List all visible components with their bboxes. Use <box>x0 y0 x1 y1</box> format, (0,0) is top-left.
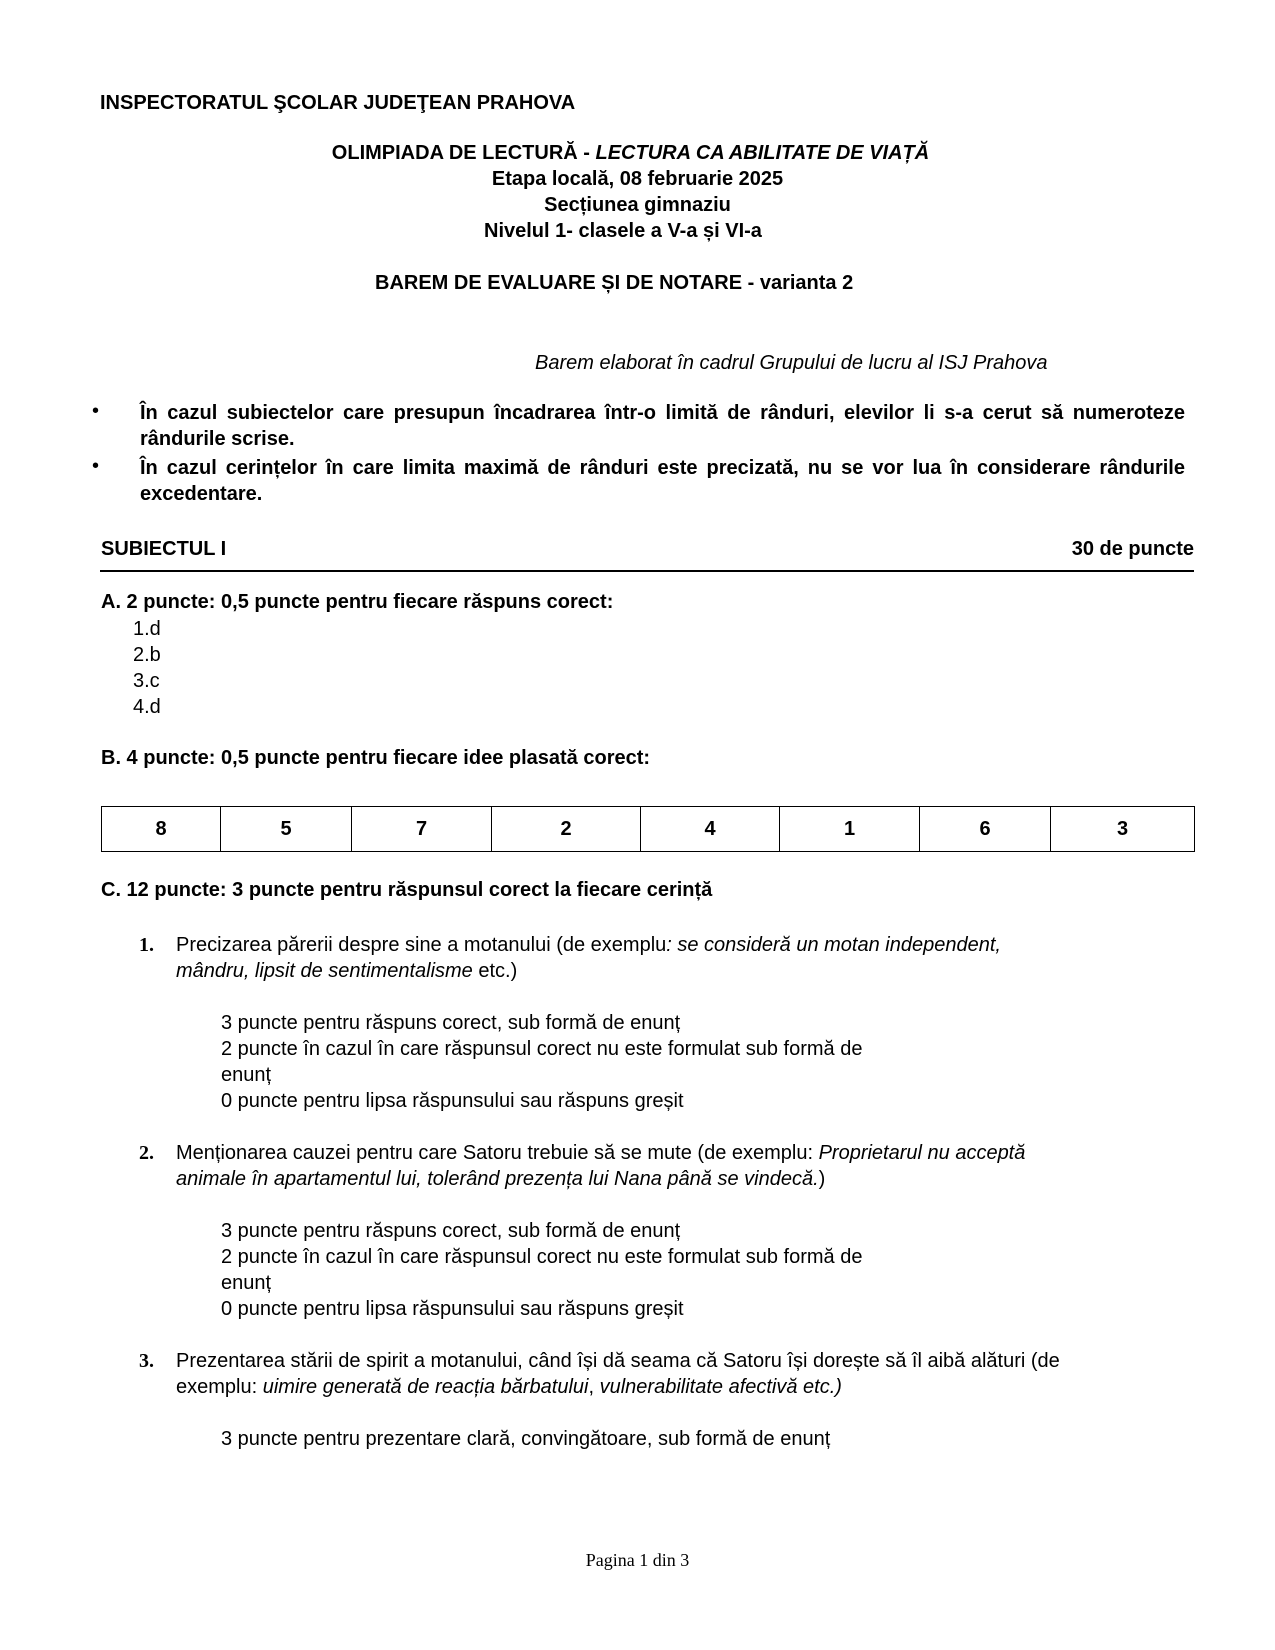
bullet-icon: • <box>92 400 100 422</box>
answer-item: 2.b <box>133 644 161 666</box>
inspectorate-title: INSPECTORATUL ŞCOLAR JUDEŢEAN PRAHOVA <box>100 92 576 114</box>
item-example: : se consideră un motan independent, <box>666 934 1001 956</box>
part-b-heading: B. 4 puncte: 0,5 puncte pentru fiecare idee plasată corect: <box>101 747 651 769</box>
item-2-text <box>176 1140 1025 1166</box>
note-1: În cazul subiectelor care presupun încadrarea într-o limită de rânduri, elevilor li s-a cerut să numeroteze rândurile scrise. <box>140 402 1185 450</box>
item-text: Menționarea cauzei pentru care Satoru trebuie să se mute (de exemplu: <box>176 1142 819 1164</box>
subject-points: 30 de puncte <box>1071 538 1194 560</box>
part-c-heading: C. 12 puncte: 3 puncte pentru răspunsul corect la fiecare cerință <box>101 879 713 901</box>
olympiad-prefix: OLIMPIADA DE LECTURĂ - <box>331 142 590 164</box>
table-cell: 6 <box>920 807 1051 852</box>
level-line: Nivelul 1- clasele a V-a și VI-a <box>484 220 762 242</box>
item-text: etc.) <box>472 960 518 982</box>
table-cell: 3 <box>1051 807 1195 852</box>
item-number: 2. <box>139 1142 154 1164</box>
item-example: animale în apartamentul lui, tolerând prezența lui Nana până se vindecă. <box>176 1168 819 1190</box>
item-example: vulnerabilitate afectivă etc.) <box>599 1376 842 1398</box>
item-2-text-cont <box>176 1166 825 1192</box>
item-example: uimire generată de reacția bărbatului <box>262 1376 589 1398</box>
scoring-line: 3 puncte pentru răspuns corect, sub formă de enunț <box>221 1012 681 1034</box>
section-line: Secțiunea gimnaziu <box>544 194 731 216</box>
item-1-text <box>176 932 1001 958</box>
item-text: exemplu: <box>176 1376 263 1398</box>
table-row <box>102 807 1195 852</box>
item-text: , <box>588 1376 600 1398</box>
olympiad-title <box>0 140 1275 166</box>
item-number: 3. <box>139 1350 154 1372</box>
scoring-line: 2 puncte în cazul în care răspunsul corect nu este formulat sub formă de <box>221 1246 863 1268</box>
scoring-line: 3 puncte pentru răspuns corect, sub formă de enunț <box>221 1220 681 1242</box>
scoring-line: enunț <box>221 1272 272 1294</box>
section-divider <box>100 570 1194 572</box>
table-cell: 2 <box>492 807 641 852</box>
scoring-line: 0 puncte pentru lipsa răspunsului sau răspuns greșit <box>221 1090 684 1112</box>
table-cell: 4 <box>641 807 780 852</box>
item-number: 1. <box>139 934 154 956</box>
page-number: Pagina 1 din 3 <box>585 1550 690 1570</box>
ideas-order-table <box>101 806 1195 852</box>
stage-line: Etapa locală, 08 februarie 2025 <box>491 168 784 190</box>
item-text: Precizarea părerii despre sine a motanului (de exemplu <box>176 934 667 956</box>
scheme-title: BAREM DE EVALUARE ȘI DE NOTARE - varianta 2 <box>375 272 854 294</box>
table-cell: 7 <box>352 807 492 852</box>
subject-title: SUBIECTUL I <box>101 538 227 560</box>
bullet-icon: • <box>92 455 100 477</box>
olympiad-theme: LECTURA CA ABILITATE DE VIAȚĂ <box>595 142 930 164</box>
scoring-line: 2 puncte în cazul în care răspunsul corect nu este formulat sub formă de <box>221 1038 863 1060</box>
table-cell: 5 <box>221 807 352 852</box>
item-text: ) <box>818 1168 826 1190</box>
scoring-line: 3 puncte pentru prezentare clară, convingătoare, sub formă de enunț <box>221 1428 831 1450</box>
item-3-text-cont <box>176 1374 842 1400</box>
item-example: Proprietarul nu acceptă <box>818 1142 1026 1164</box>
answer-item: 3.c <box>133 670 160 692</box>
item-3-text: Prezentarea stării de spirit a motanului, când își dă seama că Satoru își dorește să îl aibă alături (de <box>176 1350 1060 1372</box>
answer-item: 4.d <box>133 696 161 718</box>
item-1-text-cont <box>176 958 517 984</box>
note-2: În cazul cerințelor în care limita maximă de rânduri este precizată, nu se vor lua în considerare rândurile excedentare. <box>140 457 1185 505</box>
table-cell: 8 <box>102 807 221 852</box>
scoring-line: enunț <box>221 1064 272 1086</box>
item-example: mândru, lipsit de sentimentalisme <box>176 960 473 982</box>
table-cell: 1 <box>780 807 920 852</box>
part-a-heading: A. 2 puncte: 0,5 puncte pentru fiecare răspuns corect: <box>101 591 614 613</box>
scoring-line: 0 puncte pentru lipsa răspunsului sau răspuns greșit <box>221 1298 684 1320</box>
answer-item: 1.d <box>133 618 161 640</box>
authored-by: Barem elaborat în cadrul Grupului de lucru al ISJ Prahova <box>535 352 1048 374</box>
